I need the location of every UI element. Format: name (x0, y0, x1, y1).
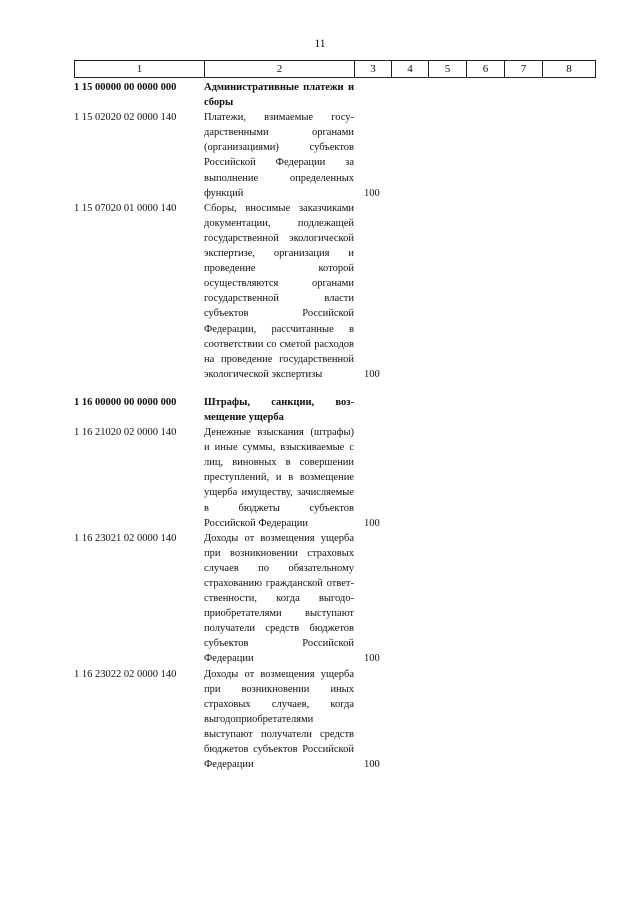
table-row (74, 531, 595, 667)
table-body (74, 80, 595, 772)
row-code: 1 16 21020 02 0000 140 (74, 427, 177, 439)
row-description: Сборы, вносимые заказчиками документации, подлежащей государственной экологической экспертизе, организация и проведение которой осуществляются органами государственной власти субъектов Российской Федерации, рассчитанные в соответствии со сметой расходов на проведение государственной экологической экспертизы (204, 202, 354, 380)
column-header: 3 (355, 61, 392, 78)
row-description: Денежные взыскания (штрафы) и иные суммы, взыскиваемые с лиц, виновных в совершении преступлений, и в возмещение ущерба имуществу, зачисляемые в бюджеты субъектов Российской Федерации (204, 427, 354, 529)
table-row (74, 201, 595, 382)
row-value: 100 (364, 517, 380, 529)
row-description: Доходы от возмещения ущерба при возникновении страховых случаев по обязательному страхованию гражданской ответственности, когда выгодоприобретателями выступают получатели средств бюджетов субъектов Российской Федерации (204, 532, 354, 665)
row-value: 100 (364, 187, 380, 199)
row-description: Платежи, взимаемые государственными органами (организациями) субъектов Российской Федерации за выполнение определенных функций (204, 112, 354, 199)
row-code: 1 15 00000 00 0000 000 (74, 82, 177, 93)
column-header: 8 (543, 61, 596, 78)
row-value (354, 80, 404, 110)
row-description: Административные платежи и сборы (204, 82, 354, 109)
row-code: 1 15 02020 02 0000 140 (74, 112, 177, 124)
row-value: 100 (364, 368, 380, 380)
table-row (74, 110, 595, 201)
column-header: 2 (205, 61, 355, 78)
row-value: 100 (364, 759, 380, 771)
table-row (74, 80, 595, 110)
table-row (74, 425, 595, 531)
row-value (354, 395, 404, 425)
section-spacer (74, 382, 595, 395)
table-row (74, 395, 595, 425)
row-code: 1 16 23022 02 0000 140 (74, 668, 177, 680)
table-row (74, 667, 595, 773)
table-header (74, 60, 596, 78)
column-header: 1 (75, 61, 205, 78)
row-value: 100 (364, 653, 380, 665)
row-code: 1 16 23021 02 0000 140 (74, 532, 177, 544)
column-header: 6 (467, 61, 505, 78)
column-header: 5 (429, 61, 467, 78)
column-header: 7 (505, 61, 543, 78)
row-code: 1 15 07020 01 0000 140 (74, 202, 177, 214)
page-number: 11 (314, 38, 326, 50)
row-description: Штрафы, санкции, возмещение ущерба (204, 396, 354, 423)
row-description: Доходы от возмещения ущерба при возникновении иных страховых случаев, когда выгодоприобретателями выступают получатели средств бюджетов субъектов Российской Федерации (204, 668, 354, 771)
column-header: 4 (392, 61, 429, 78)
row-code: 1 16 00000 00 0000 000 (74, 396, 177, 408)
